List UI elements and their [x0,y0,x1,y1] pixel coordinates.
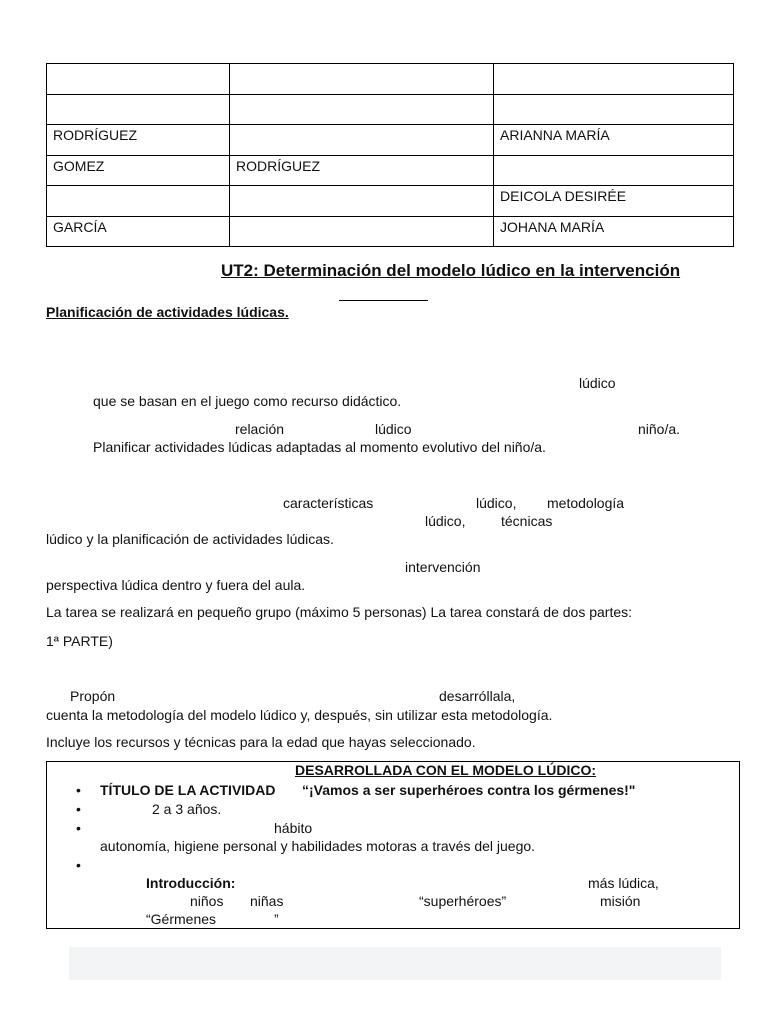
table-cell [230,186,494,217]
text-line: 1ª PARTE) [46,633,113,649]
table-cell [230,216,494,247]
text-line: cuenta la metodología del modelo lúdico y, después, sin utilizar esta metodología. [46,707,553,723]
bullet-icon: • [76,801,81,817]
activity-age: 2 a 3 años. [152,801,222,817]
table-cell: RODRÍGUEZ [230,155,494,186]
table-cell [494,94,734,125]
table-cell [47,94,230,125]
table-cell: ARIANNA MARÍA [494,125,734,156]
text-fragment: metodología [547,495,625,511]
table-cell: GARCÍA [47,216,230,247]
text-line: La tarea se realizará en pequeño grupo (máximo 5 personas) La tarea constará de dos partes: [46,604,633,620]
table-cell [230,94,494,125]
text-fragment: características [283,495,374,511]
table-cell: JOHANA MARÍA [494,216,734,247]
text-line: perspectiva lúdica dentro y fuera del aula. [46,577,306,593]
section-subtitle: Planificación de actividades lúdicas. [46,304,289,320]
text-fragment: ” [274,911,279,927]
text-fragment: lúdico [579,375,616,391]
text-fragment: desarróllala, [439,688,516,704]
text-fragment: hábito [274,820,313,836]
bullet-icon: • [76,857,81,873]
table-row [47,186,734,217]
title-underline-rule [339,300,428,301]
text-fragment: misión [600,893,641,909]
text-fragment: lúdico, [476,495,517,511]
table-cell [494,64,734,95]
text-line: autonomía, higiene personal y habilidades motoras a través del juego. [100,838,536,854]
activity-box-header-text: DESARROLLADA CON EL MODELO LÚDICO: [295,762,596,778]
table-cell [230,125,494,156]
text-fragment: niño/a. [638,421,681,437]
table-cell [494,155,734,186]
table-row [47,64,734,95]
activity-title-label: TÍTULO DE LA ACTIVIDAD [100,782,276,798]
table-row [47,216,734,247]
text-line: que se basan en el juego como recurso didáctico. [93,393,402,409]
student-names-table [46,63,734,247]
page-title: UT2: Determinación del modelo lúdico en la intervención [221,261,681,280]
table-cell: GOMEZ [47,155,230,186]
table-cell [230,64,494,95]
text-line: Planificar actividades lúdicas adaptadas al momento evolutivo del niño/a. [93,439,546,455]
table-row [47,94,734,125]
text-fragment: técnicas [501,513,553,529]
activity-title-value: “¡Vamos a ser superhéroes contra los gérmenes!" [302,782,636,798]
table-row [47,125,734,156]
activity-box-header [207,762,596,778]
table-cell: RODRÍGUEZ [47,125,230,156]
table-cell [47,64,230,95]
bullet-icon: • [76,820,81,836]
text-line: lúdico y la planificación de actividades lúdicas. [46,531,334,547]
text-fragment: “superhéroes” [419,893,507,909]
table-row [47,155,734,186]
bullet-icon: • [76,782,81,798]
text-fragment: lúdico [375,421,412,437]
text-fragment: “Gérmenes [146,911,217,927]
text-fragment: Propón [70,688,116,704]
text-fragment: niñas [250,893,284,909]
text-fragment: más lúdica, [588,875,659,891]
text-line: Incluye los recursos y técnicas para la edad que hayas seleccionado. [46,734,476,750]
footer-band [69,947,721,980]
table-cell: DEICOLA DESIRÉE [494,186,734,217]
text-fragment: intervención [405,559,481,575]
text-fragment: relación [235,421,285,437]
text-fragment: lúdico, [425,513,466,529]
text-fragment: niños [190,893,224,909]
intro-label: Introducción: [146,875,236,891]
table-cell [47,186,230,217]
